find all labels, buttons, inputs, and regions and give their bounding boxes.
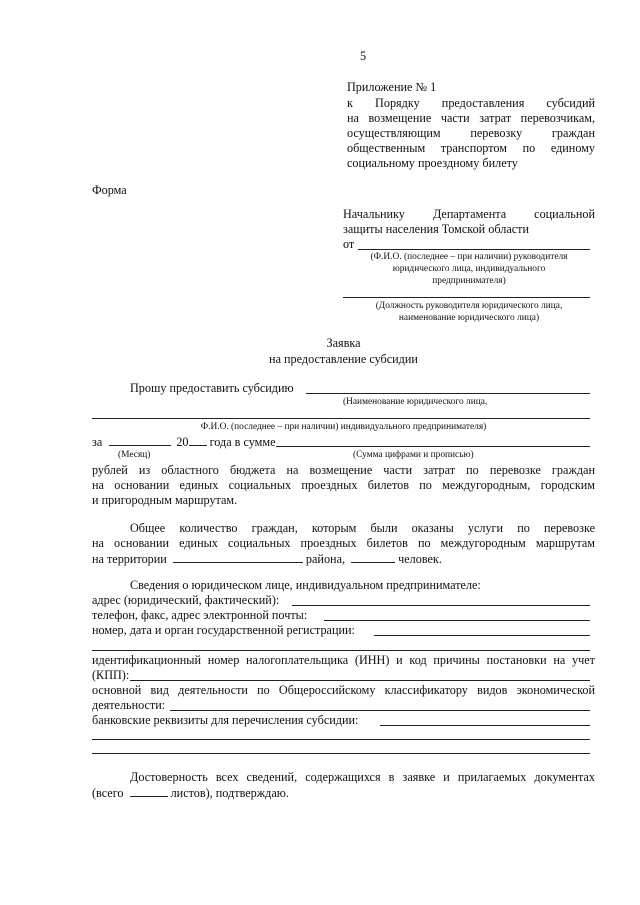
request-para-line: рублей из областного бюджета на возмещение части затрат по перевозке граждан: [92, 463, 595, 477]
addressee-note: наименование юридического лица): [398, 313, 540, 323]
addressee-from-label: от: [343, 237, 355, 251]
appendix-line: социальному проездному билету: [347, 156, 518, 170]
contacts-label: телефон, факс, адрес электронной почты:: [92, 608, 308, 622]
request-note: (Наименование юридического лица,: [343, 397, 488, 407]
appendix-title: Приложение № 1: [347, 80, 437, 94]
district-label: района,: [305, 552, 346, 566]
request-note: Ф.И.О. (последнее – при наличии) индивидуального предпринимателя): [200, 422, 487, 432]
addressee-position-line: [343, 297, 590, 298]
registration-field-2[interactable]: [92, 650, 590, 651]
people-count-field[interactable]: [351, 551, 395, 563]
confirm-line-2: [92, 785, 289, 801]
addressee-note: юридического лица, индивидуального: [392, 264, 546, 274]
kpp-label: (КПП):: [92, 668, 130, 682]
addressee-note: (Должность руководителя юридического лица,: [375, 301, 563, 311]
people-label: человек.: [398, 552, 442, 566]
inn-kpp-field[interactable]: [130, 680, 590, 681]
bank-field-3[interactable]: [92, 753, 590, 754]
inn-label: идентификационный номер налогоплательщика (ИНН) и код причины постановки на учет: [92, 653, 595, 667]
total-line-3: [92, 551, 442, 567]
addressee-line: защиты населения Томской области: [343, 222, 529, 236]
sheets-label: (всего: [92, 786, 124, 800]
addressee-note: (Ф.И.О. (последнее – при наличии) руководителя: [370, 252, 568, 262]
appendix-line: осуществляющим перевозку граждан: [347, 126, 595, 140]
year-field[interactable]: [189, 434, 207, 446]
bank-label: банковские реквизиты для перечисления субсидии:: [92, 713, 359, 727]
year-label: 20: [176, 435, 189, 449]
request-text: Прошу предоставить субсидию: [130, 381, 294, 395]
registration-field[interactable]: [374, 635, 590, 636]
sum-note: (Сумма цифрами и прописью): [353, 450, 474, 460]
org-name-line-2: [92, 418, 590, 419]
total-line: на основании единых социальных проездных билетов по междугородным маршрутам: [92, 536, 595, 550]
appendix-line: общественным транспортом по единому: [347, 141, 595, 155]
appendix-line: на возмещение части затрат перевозчикам,: [347, 111, 595, 125]
activity-label: основной вид деятельности по Общероссийскому классификатору видов экономической: [92, 683, 595, 697]
territory-label: на территории: [92, 552, 167, 566]
sum-line: [276, 446, 590, 447]
page-number: 5: [360, 49, 367, 63]
form-label: Форма: [92, 183, 127, 197]
org-name-line: [306, 393, 590, 394]
bank-field[interactable]: [380, 725, 590, 726]
addressee-name-line: [358, 249, 590, 250]
territory-field[interactable]: [173, 551, 303, 563]
appendix-line: к Порядку предоставления субсидий: [347, 96, 595, 110]
total-line: Общее количество граждан, которым были оказаны услуги по перевозке: [130, 521, 595, 535]
bank-field-2[interactable]: [92, 739, 590, 740]
contacts-field[interactable]: [324, 620, 590, 621]
request-para-last: и пригородным маршрутам.: [92, 493, 238, 507]
registration-label: номер, дата и орган государственной регистрации:: [92, 623, 355, 637]
info-heading: Сведения о юридическом лице, индивидуальном предпринимателе:: [130, 578, 481, 592]
confirm-tail: листов), подтверждаю.: [170, 786, 289, 800]
year-tail-label: года в сумме: [209, 435, 276, 449]
activity-field[interactable]: [170, 710, 590, 711]
month-note: (Месяц): [118, 450, 151, 460]
period-line: [92, 434, 275, 450]
addressee-line: Начальнику Департамента социальной: [343, 207, 595, 221]
sheets-count-field[interactable]: [130, 785, 168, 797]
address-label: адрес (юридический, фактический):: [92, 593, 280, 607]
confirm-line: Достоверность всех сведений, содержащихся в заявке и прилагаемых документах: [130, 770, 595, 784]
request-para-line: на основании единых социальных проездных билетов по междугородным, городским: [92, 478, 595, 492]
addressee-note: предпринимателя): [432, 276, 506, 286]
for-label: за: [92, 435, 103, 449]
doc-title: Заявка: [326, 336, 361, 350]
activity-label-2: деятельности:: [92, 698, 166, 712]
address-field[interactable]: [292, 605, 590, 606]
doc-subtitle: на предоставление субсидии: [269, 352, 418, 366]
month-field[interactable]: [109, 434, 171, 446]
